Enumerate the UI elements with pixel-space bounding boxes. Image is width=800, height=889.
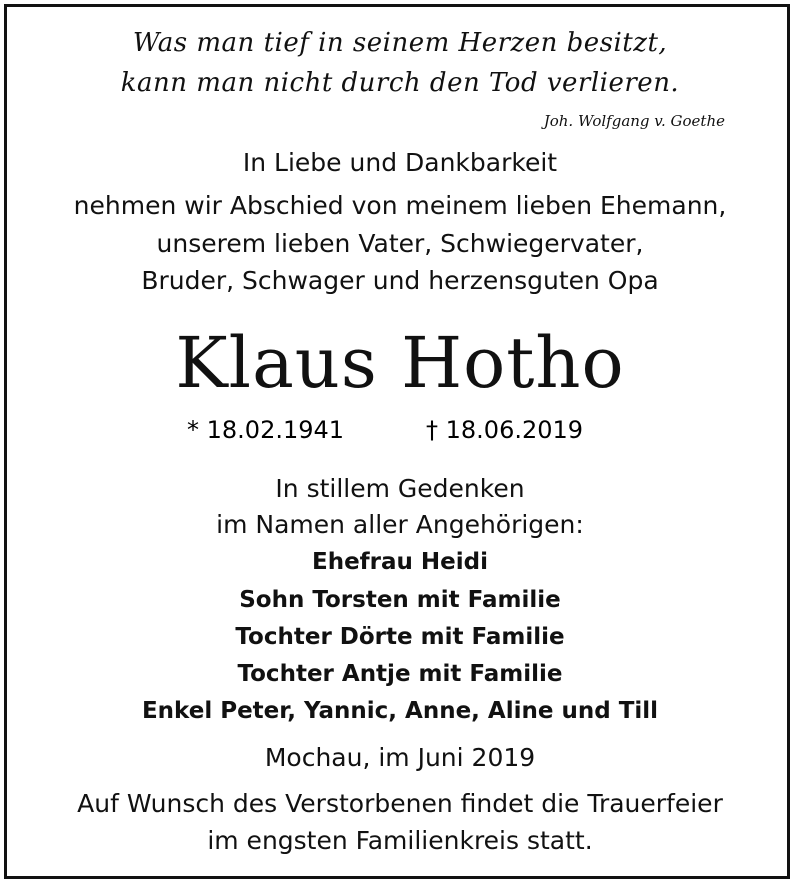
- mourner-name: Enkel Peter, Yannic, Anne, Aline und Till: [141, 698, 659, 724]
- intro-line-2: nehmen wir Abschied von meinem lieben Ehemann,: [73, 191, 727, 220]
- notice-line-1: Auf Wunsch des Verstorbenen findet die Trauerfeier: [77, 789, 723, 818]
- quote-line-1: Was man tief in seinem Herzen besitzt,: [132, 28, 668, 58]
- intro-line-1: In Liebe und Dankbarkeit: [242, 148, 558, 177]
- birth-date: * 18.02.1941: [187, 416, 345, 444]
- deceased-name: Klaus Hotho: [175, 322, 625, 404]
- mourners-line-2: im Namen aller Angehörigen:: [216, 510, 584, 539]
- mourner-name: Sohn Torsten mit Familie: [239, 587, 561, 613]
- intro-line-4: Bruder, Schwager und herzensguten Opa: [141, 266, 659, 295]
- notice-line-2: im engsten Familienkreis statt.: [207, 826, 593, 855]
- mourners-line-1: In stillem Gedenken: [275, 474, 525, 503]
- quote-author: Joh. Wolfgang v. Goethe: [543, 112, 725, 130]
- death-date: † 18.06.2019: [426, 416, 584, 444]
- mourner-name: Tochter Dörte mit Familie: [235, 624, 565, 650]
- mourner-name: Tochter Antje mit Familie: [237, 661, 563, 687]
- intro-line-3: unserem lieben Vater, Schwiegervater,: [156, 229, 644, 258]
- mourner-name: Ehefrau Heidi: [311, 549, 488, 575]
- place-date: Mochau, im Juni 2019: [264, 743, 536, 772]
- quote-line-2: kann man nicht durch den Tod verlieren.: [120, 68, 680, 98]
